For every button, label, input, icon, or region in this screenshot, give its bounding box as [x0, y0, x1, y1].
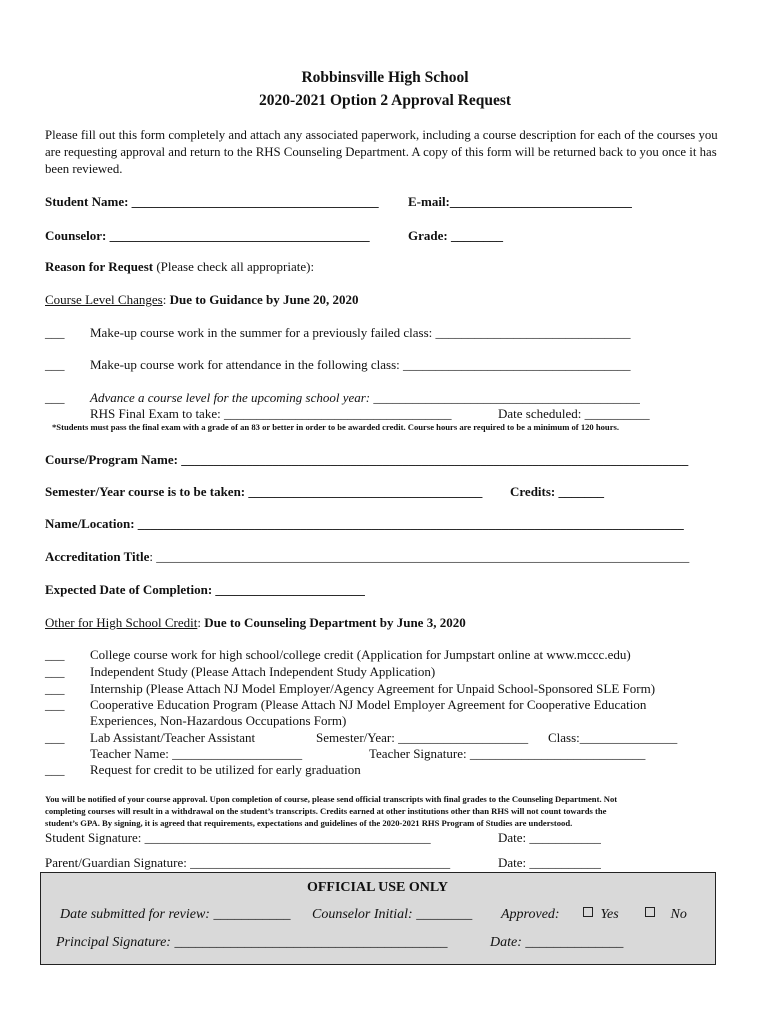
- heading-colon: :: [197, 615, 201, 630]
- expected-completion-field[interactable]: Expected Date of Completion: _______________________: [45, 582, 365, 597]
- student-name-field[interactable]: Student Name: ______________________________________: [45, 194, 379, 209]
- final-exam-field[interactable]: RHS Final Exam to take: ___________________________________: [90, 406, 452, 421]
- reason-label: Reason for Request: [45, 259, 154, 274]
- accreditation-label: Accreditation Title: [45, 549, 150, 564]
- approved-label: Approved:: [501, 907, 560, 922]
- course-level-section-heading: [45, 292, 358, 308]
- counselor-field[interactable]: Counselor: ________________________________________: [45, 228, 370, 243]
- lab-assistant-option: Lab Assistant/Teacher Assistant: [90, 730, 256, 745]
- form-title: 2020-2021 Option 2 Approval Request: [258, 92, 512, 109]
- heading-colon: :: [162, 292, 167, 307]
- lab-assistant-checkbox[interactable]: ___: [45, 730, 65, 745]
- date-scheduled-field[interactable]: Date scheduled: __________: [498, 406, 650, 421]
- reason-note: (Please check all appropriate):: [156, 259, 315, 274]
- early-graduation-option: Request for credit to be utilized for early graduation: [90, 762, 361, 777]
- semester-year-field[interactable]: Semester/Year course is to be taken: ____________________________________: [45, 484, 483, 499]
- official-use-box: [40, 872, 716, 965]
- college-course-checkbox[interactable]: ___: [45, 647, 65, 662]
- yes-label: Yes: [600, 907, 619, 922]
- student-signature-field[interactable]: Student Signature: ____________________________________________: [45, 830, 431, 845]
- no-label: No: [670, 907, 687, 922]
- parent-signature-field[interactable]: Parent/Guardian Signature: ________________________________________: [45, 855, 451, 870]
- principal-signature-field[interactable]: Principal Signature: _______________________________________: [56, 935, 448, 950]
- final-exam-note: *Students must pass the final exam with a grade of an 83 or better in order to be awarded credit. Course hours are required to be a minimum of 120 hours.: [52, 422, 620, 432]
- counselor-initial-field[interactable]: Counselor Initial: ________: [312, 907, 473, 922]
- lab-class-field[interactable]: Class:_______________: [548, 730, 678, 745]
- early-graduation-checkbox[interactable]: ___: [45, 762, 65, 777]
- yes-checkbox-icon[interactable]: [583, 907, 593, 917]
- teacher-name-field[interactable]: Teacher Name: ____________________: [90, 746, 303, 761]
- official-use-title: OFFICIAL USE ONLY: [306, 880, 449, 895]
- accreditation-title-field[interactable]: [45, 549, 689, 565]
- course-level-heading: Course Level Changes: [45, 292, 163, 307]
- form-instructions: Please fill out this form completely and attach any associated paperwork, including a course description for each of the courses you are requesting approval and return to the RHS Counseling Department. A copy of this form will be returned back to you once it has been reviewed.: [45, 128, 718, 176]
- grade-field[interactable]: Grade: ________: [408, 228, 503, 243]
- independent-study-checkbox[interactable]: ___: [45, 664, 65, 679]
- name-location-field[interactable]: Name/Location: ____________________________________________________________________________________: [45, 516, 684, 531]
- official-date-field[interactable]: Date: ______________: [490, 935, 624, 950]
- email-field[interactable]: E-mail:____________________________: [408, 194, 632, 209]
- independent-study-option: Independent Study (Please Attach Independent Study Application): [90, 664, 436, 679]
- credits-field[interactable]: Credits: _______: [510, 484, 605, 499]
- makeup-failed-checkbox[interactable]: ___: [45, 325, 65, 340]
- course-program-name-field[interactable]: Course/Program Name: ______________________________________________________________________________: [45, 452, 689, 467]
- parent-signature-date-field[interactable]: Date: ___________: [498, 855, 601, 870]
- internship-checkbox[interactable]: ___: [45, 681, 65, 696]
- college-course-option: College course work for high school/college credit (Application for Jumpstart online at www.mccc.edu): [90, 647, 631, 662]
- notice-line-1: You will be notified of your course approval. Upon completion of course, please send official transcripts with final grades to the Counseling Department. Not: [45, 794, 618, 804]
- approved-no-option[interactable]: [641, 906, 687, 923]
- reason-for-request: [45, 259, 314, 275]
- makeup-attendance-checkbox[interactable]: ___: [45, 357, 65, 372]
- coop-education-option-cont: Experiences, Non-Hazardous Occupations Form): [90, 713, 347, 728]
- advance-level-field[interactable]: Advance a course level for the upcoming school year: _________________________________________: [90, 390, 640, 405]
- school-name: Robbinsville High School: [301, 69, 469, 86]
- student-signature-date-field[interactable]: Date: ___________: [498, 830, 601, 845]
- advance-level-checkbox[interactable]: ___: [45, 390, 65, 405]
- lab-semester-year-field[interactable]: Semester/Year: ____________________: [316, 730, 529, 745]
- notice-line-3: student’s GPA. By signing, it is agreed that requirements, expectations and guidelines of the 2020-2021 RHS Program of Studies are understood.: [45, 818, 573, 828]
- makeup-attendance-field[interactable]: Make-up course work for attendance in the following class: ___________________________________: [90, 357, 631, 372]
- date-submitted-field[interactable]: Date submitted for review: ___________: [60, 907, 291, 922]
- notice-line-2: completing courses will result in a withdrawal on the student’s transcripts. Credits earned at other institutions other than RHS will not count towards the: [45, 806, 607, 816]
- makeup-failed-field[interactable]: Make-up course work in the summer for a previously failed class: ______________________________: [90, 325, 631, 340]
- no-checkbox-icon[interactable]: [645, 907, 655, 917]
- course-level-deadline: Due to Guidance by June 20, 2020: [169, 292, 359, 307]
- internship-option: Internship (Please Attach NJ Model Employer/Agency Agreement for Unpaid School-Sponsored SLE Form): [90, 681, 656, 696]
- other-credit-section-heading: [45, 615, 466, 631]
- coop-education-option: Cooperative Education Program (Please Attach NJ Model Employer Agreement for Cooperative Education: [90, 697, 647, 712]
- approved-yes-option[interactable]: [579, 906, 619, 923]
- teacher-signature-field[interactable]: Teacher Signature: ___________________________: [369, 746, 646, 761]
- coop-education-checkbox[interactable]: ___: [45, 697, 65, 712]
- other-credit-heading: Other for High School Credit: [45, 615, 198, 630]
- other-credit-deadline: Due to Counseling Department by June 3, 2020: [204, 615, 466, 630]
- accreditation-line: : __________________________________________________________________________________: [149, 549, 690, 564]
